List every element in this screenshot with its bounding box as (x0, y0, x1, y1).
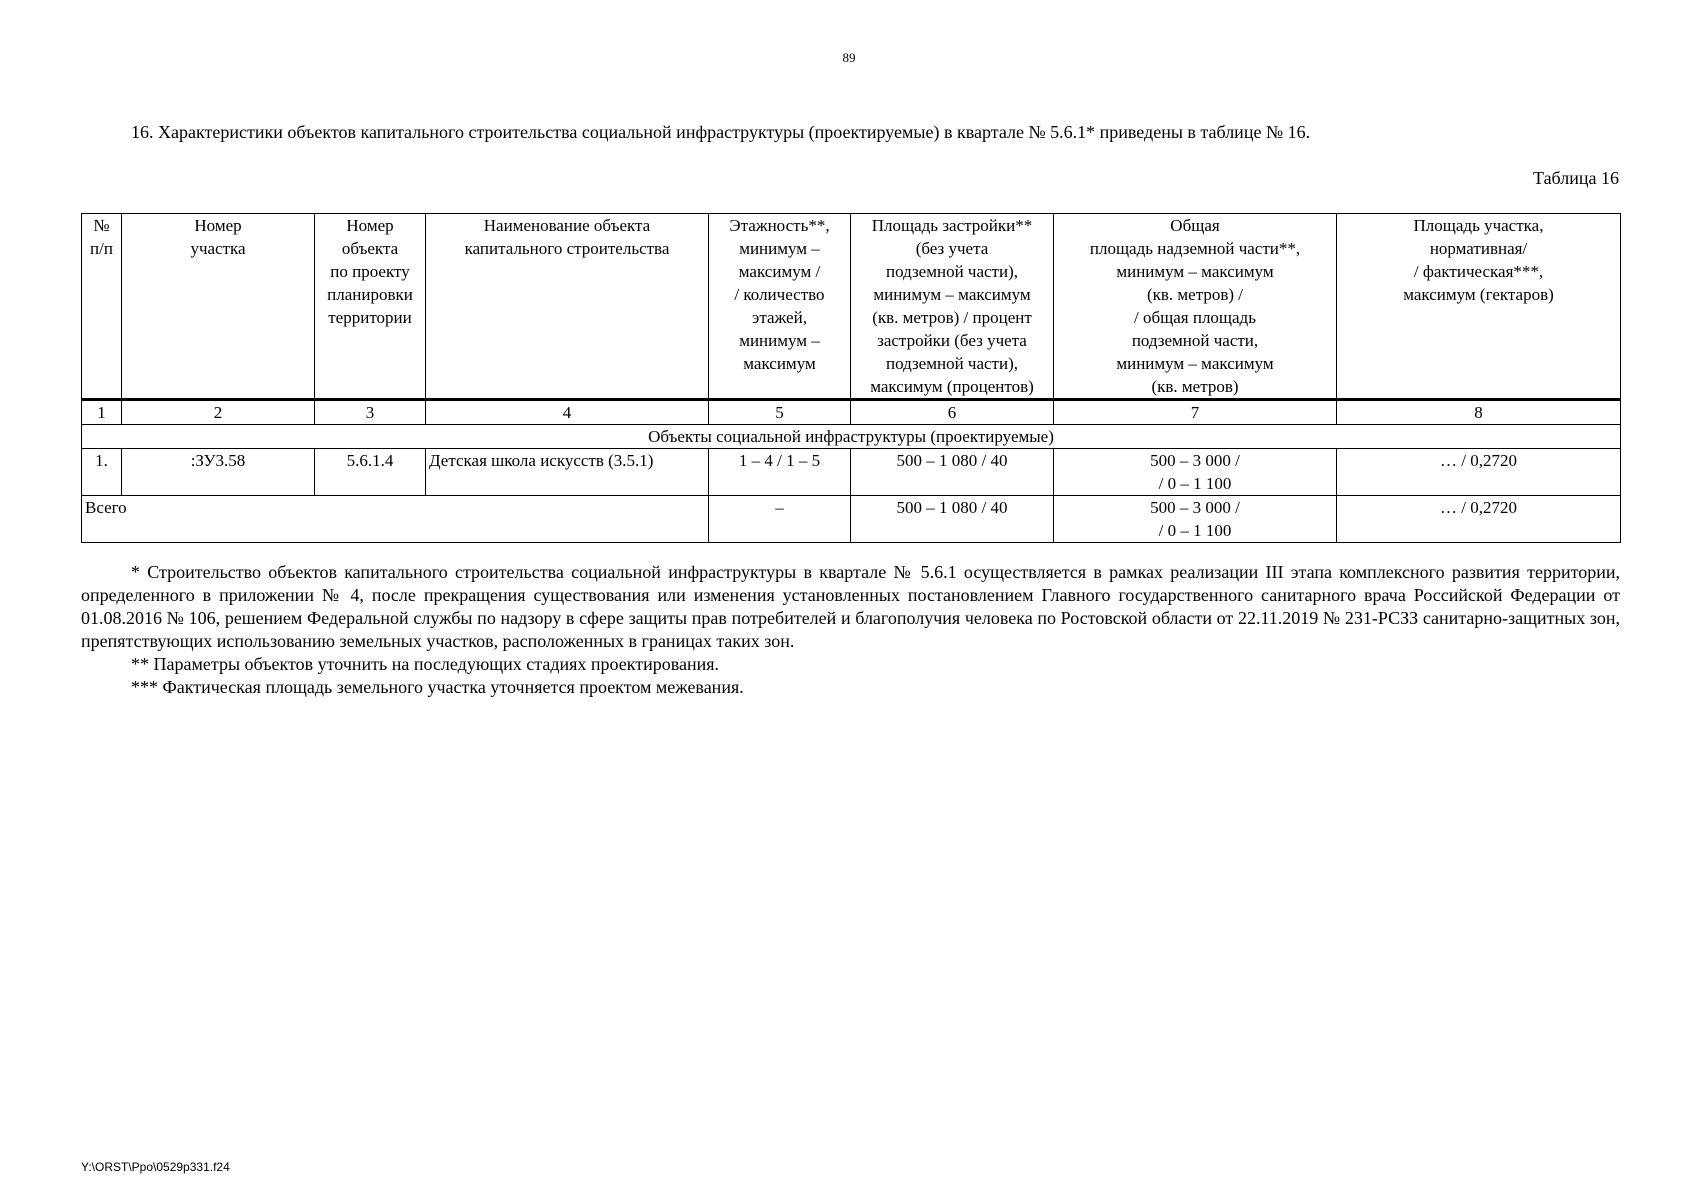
header-cell: № п/п (82, 214, 122, 400)
total-row (82, 496, 1621, 543)
plot-area: … / 0,2720 (1337, 449, 1621, 496)
object-number: 5.6.1.4 (315, 449, 426, 496)
total-total-area: 500 – 3 000 / / 0 – 1 100 (1054, 496, 1337, 543)
footnote-1: * Строительство объектов капитального строительства социальной инфраструктуры в квартале № 5.6.1 осуществляется в рамках реализации III этапа комплексного развития территории, определенного в приложении № 4, после прекращения существования или изменения установленных постановлением Главного государственного санитарного врача Российской Федерации от 01.08.2016 № 106, решением Федеральной службы по надзору в сфере защиты прав потребителей и благополучия человека по Ростовской области от 22.11.2019 № 231-РСЗЗ санитарно-защитных зон, препятствующих использованию земельных участков, расположенных в границах таких зон. (81, 562, 1620, 651)
page-number: 89 (842, 50, 856, 65)
header-cell: Этажность**, минимум – максимум / / количество этажей, минимум – максимум (709, 214, 851, 400)
table-caption: Таблица 16 (1533, 168, 1619, 188)
column-number: 7 (1054, 400, 1337, 425)
total-label: Всего (82, 496, 709, 543)
column-number: 6 (851, 400, 1054, 425)
plot-number: :ЗУ3.58 (122, 449, 315, 496)
table-row (82, 449, 1621, 496)
object-name: Детская школа искусств (3.5.1) (426, 449, 709, 496)
column-number: 2 (122, 400, 315, 425)
footnotes (81, 561, 1620, 699)
footnote-3: *** Фактическая площадь земельного участка уточняется проектом межевания. (131, 677, 744, 697)
header-cell: Наименование объекта капитального строительства (426, 214, 709, 400)
header-cell: Площадь участка, нормативная/ / фактическая***, максимум (гектаров) (1337, 214, 1621, 400)
section-row (82, 425, 1621, 449)
column-number-row (82, 400, 1621, 425)
footnote-2: ** Параметры объектов уточнить на последующих стадиях проектирования. (131, 654, 720, 674)
intro-paragraph: 16. Характеристики объектов капитального строительства социальной инфраструктуры (проектируемые) в квартале № 5.6.1* приведены в таблице № 16. (131, 122, 1311, 142)
characteristics-table (81, 213, 1621, 543)
section-title: Объекты социальной инфраструктуры (проектируемые) (82, 425, 1621, 449)
total-plot-area: … / 0,2720 (1337, 496, 1621, 543)
total-area: 500 – 3 000 / / 0 – 1 100 (1054, 449, 1337, 496)
total-build-area: 500 – 1 080 / 40 (851, 496, 1054, 543)
header-cell: Номер объекта по проекту планировки территории (315, 214, 426, 400)
column-number: 4 (426, 400, 709, 425)
header-cell: Общая площадь надземной части**, минимум – максимум (кв. метров) / / общая площадь подземной части, минимум – максимум (кв. метров) (1054, 214, 1337, 400)
header-cell: Номер участка (122, 214, 315, 400)
floors: 1 – 4 / 1 – 5 (709, 449, 851, 496)
column-number: 8 (1337, 400, 1621, 425)
footer-file-path: Y:\ORST\Ppo\0529p331.f24 (81, 1160, 230, 1174)
row-number: 1. (82, 449, 122, 496)
total-floors: – (709, 496, 851, 543)
column-number: 3 (315, 400, 426, 425)
build-area: 500 – 1 080 / 40 (851, 449, 1054, 496)
column-number: 5 (709, 400, 851, 425)
header-cell: Площадь застройки** (без учета подземной части), минимум – максимум (кв. метров) / процент застройки (без учета подземной части), максимум (процентов) (851, 214, 1054, 400)
table-header-row (82, 214, 1621, 400)
column-number: 1 (82, 400, 122, 425)
